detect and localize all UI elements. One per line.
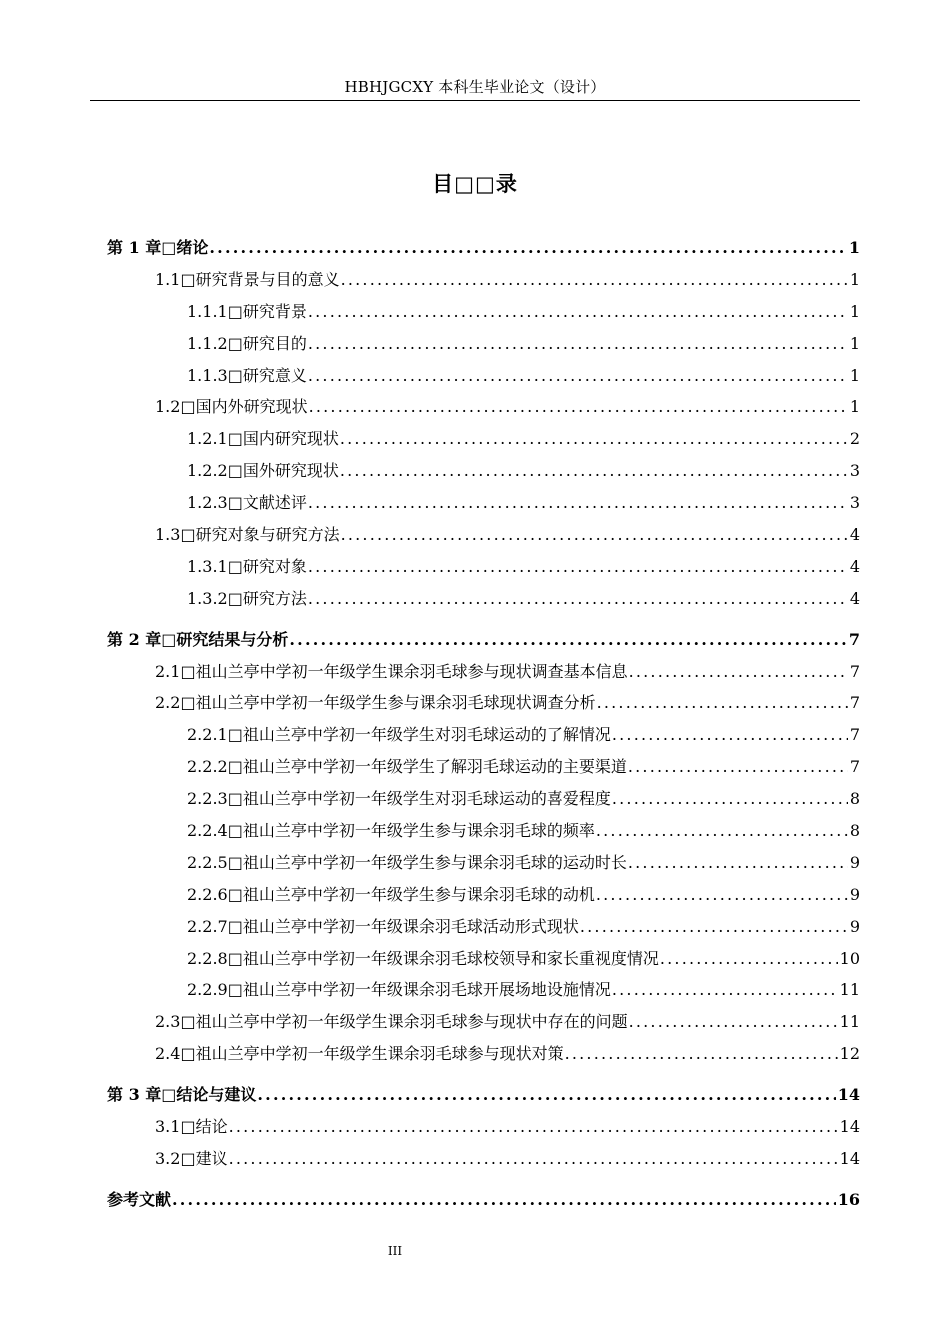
toc-entry[interactable]: [107, 974, 860, 1006]
toc-entry-label: □研究背景与目的意义: [180, 269, 340, 289]
toc-entry-number: 第 1 章: [107, 238, 162, 257]
toc-entry[interactable]: [107, 1111, 860, 1143]
toc-entry[interactable]: [107, 943, 860, 975]
toc-entry-label: □结论与建议: [161, 1085, 257, 1105]
toc-entry-number: 2.2.3: [187, 789, 228, 809]
toc-entry[interactable]: [107, 1184, 860, 1216]
toc-entry-number: 2.3: [155, 1012, 181, 1032]
toc-entry-page: 14: [839, 1117, 860, 1137]
toc-entry[interactable]: [107, 624, 860, 656]
toc-entry-page: 1: [848, 238, 860, 257]
toc-entry-label: □建议: [180, 1148, 228, 1168]
toc-dot-leader: [611, 783, 848, 815]
toc-dot-leader: [208, 232, 846, 264]
toc-entry[interactable]: [107, 391, 860, 423]
toc-entry-label: □绪论: [161, 238, 209, 257]
toc-entry-page: 7: [848, 629, 860, 649]
toc-dot-leader: [627, 847, 848, 879]
toc-entry-label: □祖山兰亭中学初一年级课余羽毛球活动形式现状: [227, 916, 579, 936]
toc-dot-leader: [595, 815, 848, 847]
toc-entry-number: 第 3 章: [107, 1085, 162, 1105]
toc-entry[interactable]: [107, 583, 860, 615]
toc-entry[interactable]: [107, 232, 860, 264]
toc-entry-label: □文献述评: [227, 493, 307, 513]
toc-dot-leader: [628, 1006, 838, 1038]
toc-entry-page: 4: [849, 525, 860, 545]
toc-entry[interactable]: [107, 455, 860, 487]
toc-entry-label: □祖山兰亭中学初一年级学生了解羽毛球运动的主要渠道: [227, 757, 627, 777]
toc-dot-leader: [307, 583, 848, 615]
toc-entry-number: 2.2.7: [187, 916, 228, 936]
toc-entry[interactable]: [107, 1038, 860, 1070]
toc-entry-label: □祖山兰亭中学初一年级学生参与课余羽毛球的运动时长: [227, 852, 627, 872]
toc-entry[interactable]: [107, 1143, 860, 1175]
toc-dot-leader: [564, 1038, 838, 1070]
toc-entry[interactable]: [107, 264, 860, 296]
toc-dot-leader: [307, 328, 848, 360]
toc-entry-label: □国内外研究现状: [180, 397, 308, 417]
toc-title: 目□□录: [432, 171, 518, 196]
toc-entry-number: 2.2.4: [187, 821, 228, 841]
toc-entry-number: 2.4: [155, 1044, 181, 1064]
toc-entry-number: 1.2.2: [187, 461, 228, 481]
toc-entry[interactable]: [107, 847, 860, 879]
toc-entry-label: □研究目的: [227, 333, 307, 353]
toc-entry-label: □研究结果与分析: [161, 629, 289, 649]
toc-dot-leader: [339, 455, 848, 487]
toc-entry-page: 8: [849, 821, 860, 841]
toc-entry-number: 1.3.2: [187, 588, 228, 608]
toc-entry-number: 2.2.6: [187, 884, 228, 904]
toc-dot-leader: [307, 360, 848, 392]
toc-entry-label: □祖山兰亭中学初一年级课余羽毛球校领导和家长重视度情况: [227, 948, 659, 968]
toc-entry-number: 1.2.3: [187, 493, 228, 513]
toc-entry-label: □祖山兰亭中学初一年级学生课余羽毛球参与现状中存在的问题: [180, 1012, 628, 1032]
toc-entry-page: 11: [839, 1012, 860, 1032]
toc-dot-leader: [307, 551, 848, 583]
toc-entry-page: 1: [849, 365, 860, 385]
toc-entry-page: 9: [849, 884, 860, 904]
toc-entry[interactable]: [107, 360, 860, 392]
toc-entry-label: □研究背景: [227, 301, 307, 321]
toc-entry-page: 7: [849, 757, 860, 777]
header-rule: [90, 100, 860, 101]
toc-dot-leader: [307, 487, 848, 519]
toc-entry-label: □研究意义: [227, 365, 307, 385]
toc-entry[interactable]: [107, 911, 860, 943]
toc-entry-label: □国内研究现状: [227, 429, 339, 449]
toc-entry-page: 14: [839, 1148, 860, 1168]
toc-dot-leader: [228, 1111, 838, 1143]
toc-entry-label: □祖山兰亭中学初一年级学生参与课余羽毛球的动机: [227, 884, 595, 904]
toc-entry[interactable]: [107, 879, 860, 911]
toc-entry-page: 3: [849, 461, 860, 481]
toc-entry-page: 7: [849, 725, 860, 745]
toc-entry-number: 2.2: [155, 693, 181, 713]
footer-page-number: III: [387, 1244, 403, 1258]
toc-entry-page: 2: [849, 429, 860, 449]
toc-entry-number: 3.2: [155, 1148, 181, 1168]
toc-entry-page: 16: [837, 1189, 860, 1209]
toc-entry[interactable]: [107, 656, 860, 688]
table-of-contents: [107, 232, 860, 1216]
toc-dot-leader: [288, 624, 846, 656]
toc-entry-page: 1: [849, 397, 860, 417]
toc-entry-label: □祖山兰亭中学初一年级学生对羽毛球运动的了解情况: [227, 725, 611, 745]
toc-entry-label: 参考文献: [107, 1189, 172, 1209]
toc-entry-label: □祖山兰亭中学初一年级学生课余羽毛球参与现状调查基本信息: [180, 661, 628, 681]
toc-entry[interactable]: [107, 328, 860, 360]
toc-entry-page: 4: [849, 556, 860, 576]
toc-entry[interactable]: [107, 1079, 860, 1111]
toc-dot-leader: [339, 423, 848, 455]
toc-entry-label: □祖山兰亭中学初一年级学生参与课余羽毛球现状调查分析: [180, 693, 596, 713]
toc-dot-leader: [256, 1079, 835, 1111]
toc-entry-label: □祖山兰亭中学初一年级学生对羽毛球运动的喜爱程度: [227, 789, 611, 809]
toc-dot-leader: [307, 296, 848, 328]
toc-entry-page: 1: [849, 301, 860, 321]
toc-dot-leader: [171, 1184, 836, 1216]
toc-entry-page: 3: [849, 493, 860, 513]
running-header-title: HBHJGCXY 本科生毕业论文（设计）: [344, 78, 606, 96]
toc-entry-number: 1.3: [155, 525, 181, 545]
toc-entry-page: 11: [839, 980, 860, 1000]
toc-entry-label: □国外研究现状: [227, 461, 339, 481]
toc-entry-page: 7: [849, 693, 860, 713]
toc-entry[interactable]: [107, 815, 860, 847]
toc-entry-page: 12: [839, 1044, 860, 1064]
toc-entry[interactable]: [107, 719, 860, 751]
toc-entry-number: 第 2 章: [107, 629, 162, 649]
toc-entry[interactable]: [107, 296, 860, 328]
toc-entry-label: □祖山兰亭中学初一年级学生课余羽毛球参与现状对策: [180, 1044, 564, 1064]
toc-entry-number: 1.2: [155, 397, 181, 417]
toc-dot-leader: [659, 943, 838, 975]
toc-entry-number: 2.2.1: [187, 725, 228, 745]
toc-entry-number: 1.1.2: [187, 333, 228, 353]
toc-entry-page: 14: [837, 1085, 860, 1105]
toc-dot-leader: [611, 974, 838, 1006]
toc-entry-number: 1.3.1: [187, 556, 228, 576]
toc-entry-number: 1.1.3: [187, 365, 228, 385]
toc-entry-number: 2.1: [155, 661, 181, 681]
toc-dot-leader: [579, 911, 848, 943]
toc-entry-page: 8: [849, 789, 860, 809]
toc-dot-leader: [627, 751, 848, 783]
toc-entry-number: 1.2.1: [187, 429, 228, 449]
toc-entry-label: □结论: [180, 1117, 228, 1137]
toc-entry[interactable]: [107, 751, 860, 783]
toc-dot-leader: [628, 656, 848, 688]
toc-dot-leader: [595, 879, 848, 911]
toc-entry-page: 4: [849, 588, 860, 608]
toc-dot-leader: [611, 719, 848, 751]
toc-entry-label: □研究对象: [227, 556, 307, 576]
toc-entry-number: 3.1: [155, 1117, 181, 1137]
toc-dot-leader: [340, 264, 848, 296]
toc-entry-label: □研究对象与研究方法: [180, 525, 340, 545]
toc-dot-leader: [228, 1143, 838, 1175]
toc-entry[interactable]: [107, 1006, 860, 1038]
toc-entry[interactable]: [107, 519, 860, 551]
toc-entry-number: 1.1.1: [187, 301, 228, 321]
toc-entry[interactable]: [107, 783, 860, 815]
toc-dot-leader: [308, 391, 848, 423]
toc-entry-page: 10: [839, 948, 860, 968]
toc-entry[interactable]: [107, 487, 860, 519]
toc-entry[interactable]: [107, 551, 860, 583]
toc-entry-number: 2.2.5: [187, 852, 228, 872]
toc-entry-label: □祖山兰亭中学初一年级课余羽毛球开展场地设施情况: [227, 980, 611, 1000]
toc-entry-page: 9: [849, 916, 860, 936]
toc-entry-number: 2.2.9: [187, 980, 228, 1000]
toc-dot-leader: [596, 687, 848, 719]
toc-dot-leader: [340, 519, 848, 551]
toc-entry[interactable]: [107, 687, 860, 719]
toc-entry-number: 2.2.2: [187, 757, 228, 777]
toc-entry-number: 1.1: [155, 269, 181, 289]
toc-entry-label: □祖山兰亭中学初一年级学生参与课余羽毛球的频率: [227, 821, 595, 841]
toc-entry-page: 1: [849, 333, 860, 353]
toc-entry-page: 9: [849, 852, 860, 872]
toc-entry[interactable]: [107, 423, 860, 455]
toc-entry-page: 1: [849, 269, 860, 289]
toc-entry-page: 7: [849, 661, 860, 681]
toc-entry-label: □研究方法: [227, 588, 307, 608]
toc-entry-number: 2.2.8: [187, 948, 228, 968]
